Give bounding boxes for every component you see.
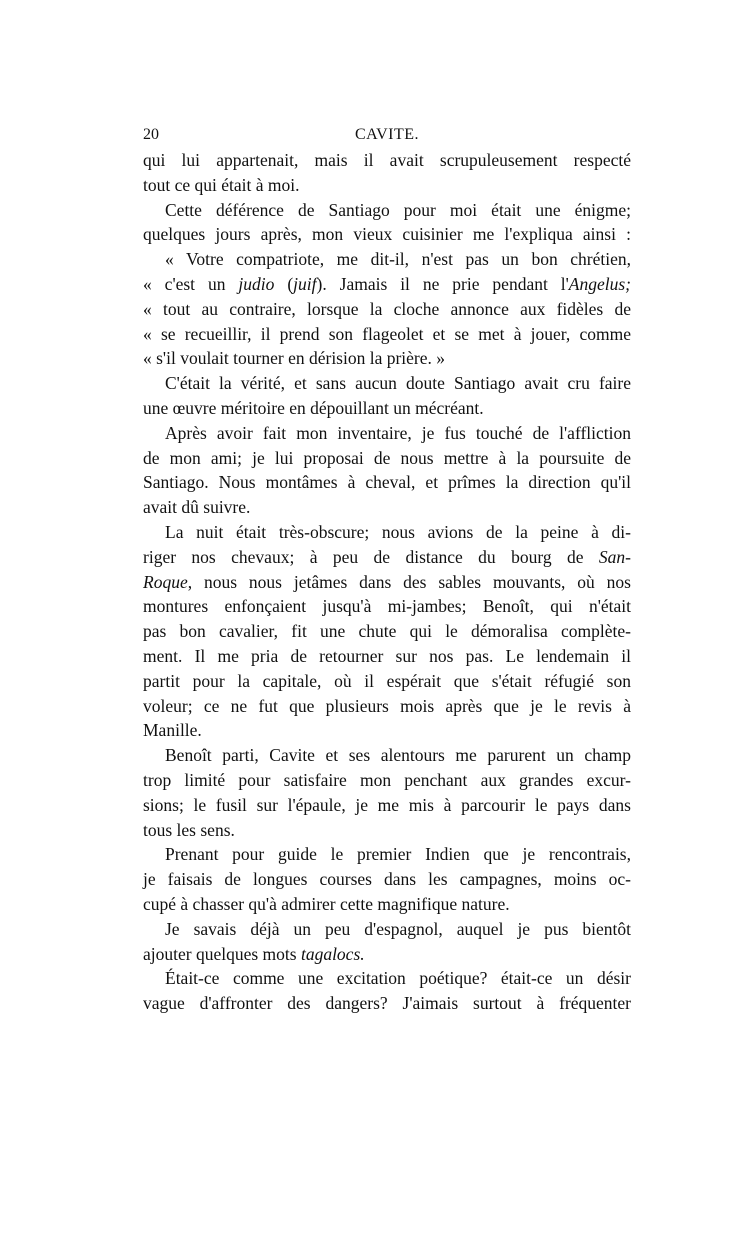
text-segment: montures enfonçaient jusqu'à mi-jambes; Benoît, qui n'était [143, 596, 631, 617]
text-line [143, 966, 631, 991]
text-segment: ajouter quelques mots [143, 943, 301, 964]
italic-text: tagalocs. [300, 943, 365, 964]
page-header [143, 126, 631, 148]
text-line [143, 644, 631, 669]
text-line [143, 297, 631, 322]
text-segment: Santiago. Nous montâmes à cheval, et prîmes la direction qu'il [143, 472, 631, 493]
text-line [143, 594, 631, 619]
text-segment: ( [274, 273, 294, 294]
text-segment: Je savais déjà un peu d'espagnol, auquel je pus bientôt [165, 918, 631, 939]
text-segment: Cette déférence de Santiago pour moi était une énigme; [165, 199, 631, 220]
text-line [143, 495, 631, 520]
text-line [143, 818, 631, 843]
text-line [143, 768, 631, 793]
text-line [143, 247, 631, 272]
text-segment: « tout au contraire, lorsque la cloche annonce aux fidèles de [143, 298, 631, 319]
text-line [143, 570, 631, 595]
text-line [143, 718, 631, 743]
text-segment: ). Jamais il ne prie pendant l' [316, 273, 569, 294]
text-segment: cupé à chasser qu'à admirer cette magnifique nature. [143, 893, 510, 914]
text-segment: qui lui appartenait, mais il avait scrupuleusement respecté [143, 150, 631, 170]
text-line [143, 470, 631, 495]
text-segment: quelques jours après, mon vieux cuisinier me l'expliqua ainsi : [143, 224, 631, 245]
text-line [143, 346, 631, 371]
text-segment: Après avoir fait mon inventaire, je fus touché de l'affliction [165, 422, 631, 443]
text-line [143, 892, 631, 917]
text-segment: trop limité pour satisfaire mon penchant aux grandes excur- [143, 769, 631, 790]
text-segment: « se recueillir, il prend son flageolet et se met à jouer, comme [143, 323, 631, 344]
text-segment: , nous nous jetâmes dans des sables mouvants, où nos [187, 571, 631, 592]
italic-text: Roque [143, 571, 188, 592]
text-segment: vague d'affronter des dangers? J'aimais surtout à fréquenter [143, 993, 631, 1014]
text-line [143, 148, 631, 173]
text-segment: Était-ce comme une excitation poétique? était-ce un désir [165, 968, 631, 989]
text-line [143, 446, 631, 471]
text-segment: tous les sens. [143, 819, 235, 840]
text-segment: Benoît parti, Cavite et ses alentours me parurent un champ [165, 745, 631, 766]
page-number: 20 [143, 126, 159, 143]
text-line [143, 396, 631, 421]
text-line [143, 222, 631, 247]
text-segment: une œuvre méritoire en dépouillant un mécréant. [143, 397, 484, 418]
text-line [143, 991, 631, 1016]
text-line [143, 173, 631, 198]
text-segment: tout ce qui était à moi. [143, 174, 300, 195]
italic-text: Angelus; [568, 273, 631, 294]
text-line [143, 371, 631, 396]
text-line [143, 842, 631, 867]
text-line [143, 322, 631, 347]
text-line [143, 520, 631, 545]
text-line [143, 743, 631, 768]
running-title: CAVITE. [354, 126, 420, 143]
italic-text: San- [598, 546, 631, 567]
text-line [143, 793, 631, 818]
text-segment: sions; le fusil sur l'épaule, je me mis à parcourir le pays dans [143, 794, 631, 815]
text-segment: de mon ami; je lui proposai de nous mettre à la poursuite de [143, 447, 631, 468]
italic-text: juif [293, 273, 317, 294]
text-segment: avait dû suivre. [143, 497, 251, 518]
text-segment: riger nos chevaux; à peu de distance du bourg de [143, 546, 599, 567]
text-line [143, 942, 631, 967]
text-line [143, 545, 631, 570]
text-segment: partit pour la capitale, où il espérait que s'était réfugié son [143, 670, 631, 691]
text-line [143, 198, 631, 223]
text-segment: C'était la vérité, et sans aucun doute Santiago avait cru faire [165, 373, 631, 394]
text-line [143, 669, 631, 694]
text-segment: je faisais de longues courses dans les campagnes, moins oc- [143, 869, 631, 890]
text-line [143, 619, 631, 644]
text-line [143, 694, 631, 719]
text-line [143, 272, 631, 297]
text-line [143, 421, 631, 446]
text-segment: Prenant pour guide le premier Indien que je rencontrais, [165, 844, 631, 865]
text-segment: La nuit était très-obscure; nous avions de la peine à di- [165, 521, 631, 542]
text-segment: Manille. [143, 720, 202, 741]
text-segment: pas bon cavalier, fit une chute qui le démoralisa complète- [143, 621, 631, 642]
body-text [143, 148, 631, 1016]
italic-text: judio [238, 273, 275, 294]
text-segment: ment. Il me pria de retourner sur nos pas. Le lendemain il [143, 645, 631, 666]
text-segment: voleur; ce ne fut que plusieurs mois après que je le revis à [143, 695, 631, 716]
text-line [143, 867, 631, 892]
text-segment: « Votre compatriote, me dit-il, n'est pas un bon chrétien, [165, 249, 631, 270]
text-segment: « s'il voulait tourner en dérision la prière. » [143, 348, 446, 369]
text-line [143, 917, 631, 942]
text-segment: « c'est un [143, 273, 239, 294]
